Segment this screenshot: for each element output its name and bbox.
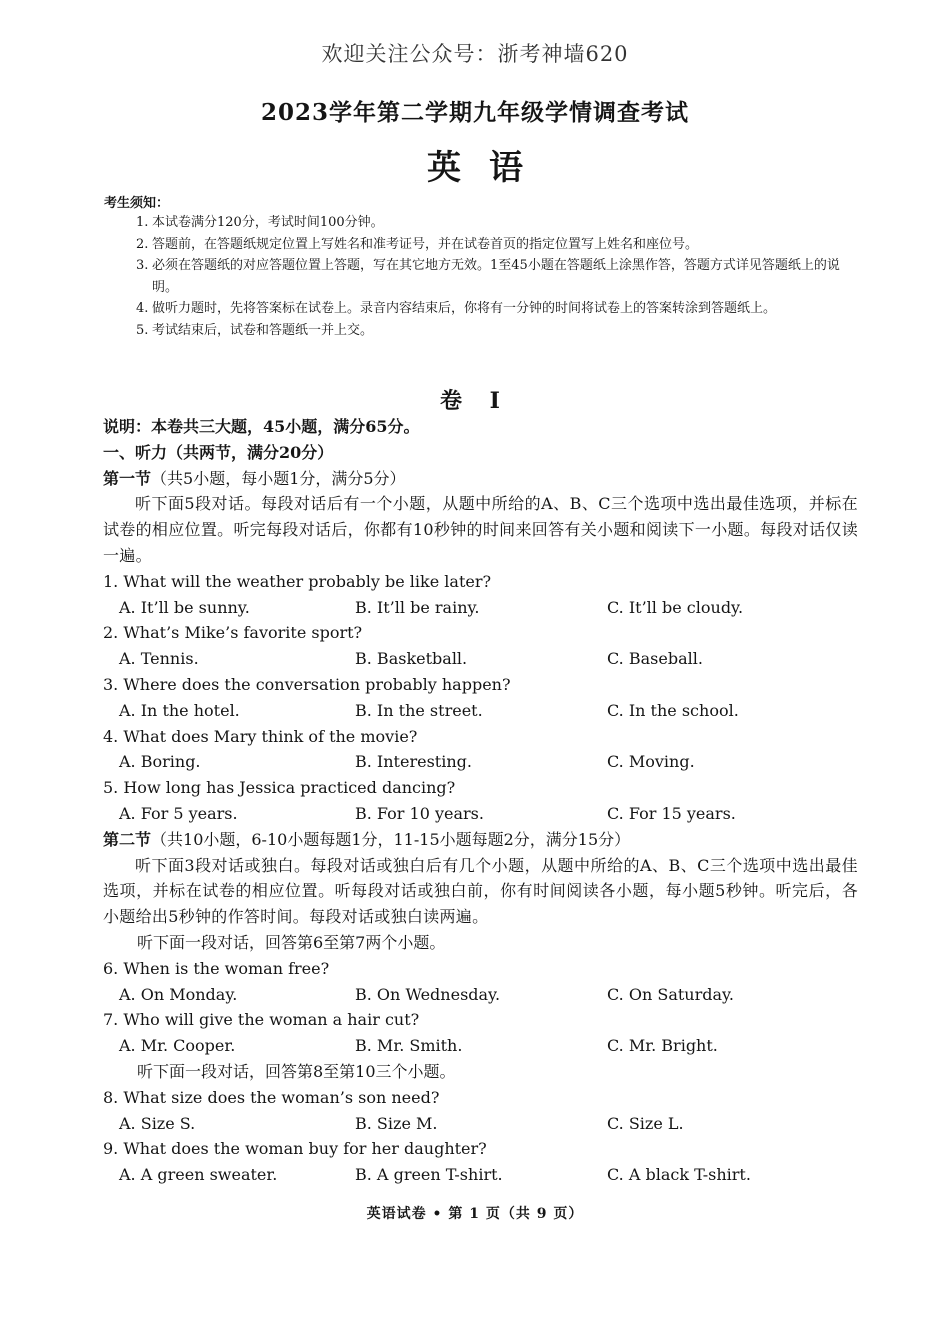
notice-text: 必须在答题纸的对应答题位置上答题，写在其它地方无效。1至45小题在答题纸上涂黑作答，答题方式详见答题纸上的说明。	[152, 258, 840, 295]
option-b: B. Interesting.	[355, 752, 472, 772]
notice-item	[136, 255, 856, 298]
option-c: C. In the school.	[607, 700, 739, 720]
option-a: A. Size S.	[119, 1113, 196, 1133]
notice-heading: 考生须知：	[104, 196, 170, 211]
section-two-title	[103, 827, 858, 853]
question-block	[103, 956, 858, 1008]
notice-item	[136, 234, 856, 256]
option-a: A. In the hotel.	[119, 700, 240, 720]
option-b: B. In the street.	[355, 700, 483, 720]
option-row	[103, 646, 858, 672]
notice-text: 本试卷满分120分，考试时间100分钟。	[152, 215, 384, 230]
notice-number: 3.	[136, 258, 149, 273]
notice-item	[136, 298, 856, 320]
option-c: C. It’ll be cloudy.	[607, 597, 744, 617]
option-c: C. Baseball.	[607, 649, 703, 669]
notice-item	[136, 212, 856, 234]
page-footer: 英语试卷 • 第 1 页（共 9 页）	[366, 1206, 584, 1222]
option-row	[103, 698, 858, 724]
question-text: 2. What’s Mike’s favorite sport?	[103, 623, 363, 643]
option-b: B. Basketball.	[355, 649, 468, 669]
dialogue-intro: 听下面一段对话，回答第8至第10三个小题。	[137, 1061, 456, 1081]
option-b: B. It’ll be rainy.	[355, 597, 480, 617]
option-row	[103, 595, 858, 621]
question-text: 1. What will the weather probably be like later?	[103, 571, 492, 591]
notice-number: 4.	[136, 301, 149, 316]
section-one-directions: 听下面5段对话。每段对话后有一个小题，从题中所给的A、B、C三个选项中选出最佳选项，并标在试卷的相应位置。听完每段对话后，你都有10秒钟的时间来回答有关小题和阅读下一小题。每段对话仅读一遍。	[103, 494, 858, 565]
notice-number: 5.	[136, 322, 149, 338]
notice-text: 做听力题时，先将答案标在试卷上。录音内容结束后，你将有一分钟的时间将试卷上的答案转涂到答题纸上。	[152, 301, 777, 316]
option-b: B. On Wednesday.	[355, 984, 501, 1004]
watermark: 欢迎关注公众号：浙考神墙620	[321, 42, 629, 66]
question-block	[103, 1007, 858, 1059]
option-row	[103, 801, 858, 827]
option-row	[103, 1162, 858, 1188]
option-a: A. Tennis.	[119, 649, 199, 669]
paper-one-title: 卷 I	[440, 388, 510, 414]
option-c: C. Size L.	[607, 1113, 684, 1133]
option-c: C. For 15 years.	[607, 803, 736, 823]
question-block	[103, 724, 858, 776]
exam-title: 2023学年第二学期九年级学情调查考试	[260, 99, 689, 126]
option-c: C. Moving.	[607, 752, 695, 772]
question-text: 9. What does the woman buy for her daughter?	[103, 1139, 487, 1159]
option-row	[103, 982, 858, 1008]
option-row	[103, 1033, 858, 1059]
notice-text: 考试结束后，试卷和答题纸一并上交。	[152, 322, 374, 338]
option-row	[103, 749, 858, 775]
option-b: B. A green T-shirt.	[355, 1165, 503, 1185]
paper-one-body	[103, 414, 858, 1188]
section-two-directions: 听下面3段对话或独白。每段对话或独白后有几个小题，从题中所给的A、B、C三个选项中选出最佳选项，并标在试卷的相应位置。听每段对话或独白前，你有时间阅读各小题，每小题5秒钟。听完后，各小题给出5秒钟的作答时间。每段对话或独白读两遍。	[103, 855, 858, 927]
question-text: 5. How long has Jessica practiced dancing?	[103, 778, 456, 798]
section-two-label: 第二节	[103, 829, 152, 849]
option-b: B. Mr. Smith.	[355, 1036, 463, 1056]
option-a: A. For 5 years.	[119, 803, 238, 823]
part-one-title: 一、听力（共两节，满分20分）	[103, 442, 334, 462]
section-one-info: （共5小题，每小题1分，满分5分）	[151, 468, 406, 488]
option-a: A. Boring.	[119, 752, 201, 772]
option-c: C. Mr. Bright.	[607, 1036, 718, 1056]
option-row	[103, 1111, 858, 1137]
option-b: B. For 10 years.	[355, 803, 484, 823]
section-two-info: （共10小题，6-10小题每题1分，11-15小题每题2分，满分15分）	[151, 829, 631, 849]
option-c: C. On Saturday.	[607, 984, 735, 1004]
notice-list	[136, 212, 856, 341]
notice-text: 答题前，在答题纸规定位置上写姓名和准考证号，并在试卷首页的指定位置写上姓名和座位号。	[152, 236, 699, 252]
option-a: A. Mr. Cooper.	[119, 1036, 236, 1056]
dialogue-intro: 听下面一段对话，回答第6至第7两个小题。	[137, 932, 446, 952]
option-c: C. A black T-shirt.	[607, 1165, 751, 1185]
question-block	[103, 775, 858, 827]
notice-number: 2.	[136, 236, 149, 252]
notice-number: 1.	[136, 215, 149, 230]
question-text: 4. What does Mary think of the movie?	[103, 726, 418, 746]
question-text: 6. When is the woman free?	[103, 958, 330, 978]
option-b: B. Size M.	[355, 1113, 438, 1133]
section-one-label: 第一节	[103, 468, 152, 488]
question-text: 8. What size does the woman’s son need?	[103, 1087, 440, 1107]
question-text: 7. Who will give the woman a hair cut?	[103, 1010, 420, 1030]
question-block	[103, 620, 858, 672]
question-text: 3. Where does the conversation probably happen?	[103, 674, 511, 694]
paper-instruction: 说明：本卷共三大题，45小题，满分65分。	[103, 417, 420, 436]
question-block	[103, 672, 858, 724]
question-block	[103, 1085, 858, 1137]
section-one-title	[103, 466, 858, 492]
option-a: A. It’ll be sunny.	[119, 597, 250, 617]
subject-title: 英语	[427, 148, 551, 188]
question-block	[103, 569, 858, 621]
option-a: A. A green sweater.	[119, 1165, 278, 1185]
question-block	[103, 1136, 858, 1188]
notice-item	[136, 320, 856, 342]
option-a: A. On Monday.	[119, 984, 238, 1004]
